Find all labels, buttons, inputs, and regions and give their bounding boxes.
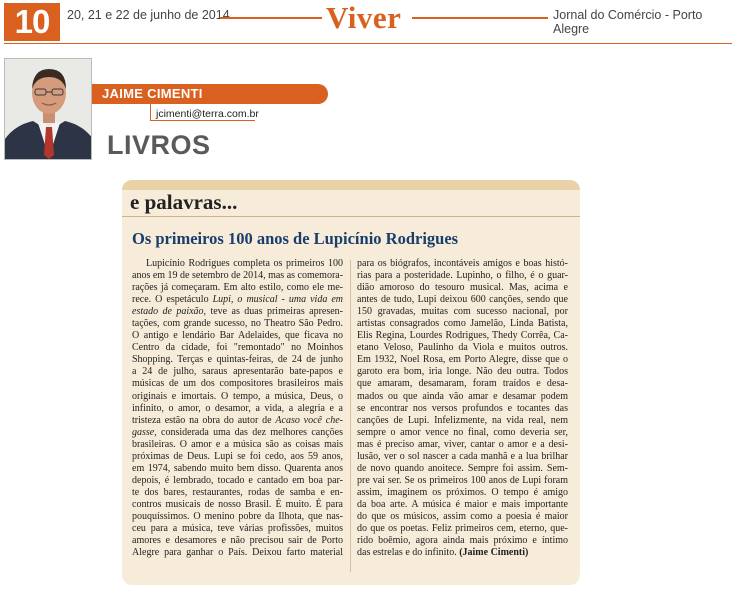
text-run: teve as duas primeiras apresen- [210,306,344,318]
article-box [122,180,580,585]
text-line: Em 1932, Noel Rosa, em Porto Alegre, disse que o [357,354,568,366]
column-title: LIVROS [107,130,211,160]
text-line: originais e imortais. O tempo, a música, Deus, o [132,390,343,402]
text-line: Centro da cidade, foi "remontado" no Moinhos [132,342,343,354]
newspaper-name: Jornal do Comércio - Porto Alegre [553,8,703,36]
text-line: infinito, o amor, o desamor, a vida, a alegria e a [132,402,343,414]
page-number: 10 [4,3,60,41]
text-line: depois, é lembrado, tocado e cantado em boa par- [132,474,343,486]
text-line: da boa arte. A música é maior e mais importante [357,498,568,510]
article-column-2 [357,258,568,559]
text-line: que amaram, desamaram, foram traídos e desa- [357,378,568,390]
header-divider [4,43,732,44]
text-run: das estrelas e do infinito. [357,547,457,559]
section-title: Viver [326,0,402,35]
text-run: considerada uma das dez melhores canções [161,426,343,438]
article-column-1 [132,258,343,559]
columnist-photo [4,58,92,160]
text-line: amores e desamores e não precisou sair de Porto [132,535,343,547]
text-line [132,427,343,439]
text-line: pre vai ser. Se os primeiros 100 anos de Lupi foram [357,474,568,486]
text-line: assim, imaginem os próximos. O tempo é amigo [357,486,568,498]
text-line: lusão, ver o sol nascer a cada manhã e a lua brilhar [357,450,568,462]
article-kicker: e palavras... [130,190,238,214]
text-line: Elis Regina, Lourdes Rodrigues, Thedy Corrêa, Ca- [357,330,568,342]
header-rule-right [412,17,548,19]
kicker-divider [122,216,580,217]
text-line: canções de Lupi. Infelizmente, na vida real, nem [357,414,568,426]
text-line: Lupicínio Rodrigues completa os primeiros 100 [146,258,343,269]
text-line: dião amoroso do tesouro musical. Mas, acima e [357,282,568,294]
email-rule-horizontal [150,120,255,121]
text-line: contros musicais de nosso Brasil. É muito. É para [132,498,343,510]
text-line: tações, com grande sucesso, no Theatro São Pedro. [132,318,343,330]
text-line: garoto era bom, iria longe. Não deu outra. Todos [357,366,568,378]
text-line: do que os poetas. Feliz primeiros cem, eterno, que- [357,523,568,535]
text-line: de novo quando anoitece. Sempre foi assim. Sem- [357,462,568,474]
author-name: JAIME CIMENTI [102,86,203,101]
text-line: O antigo e lendário Bar Adelaides, que ficava no [132,330,343,342]
text-line: a 24 de julho, saraus apresentarão bate-papos e [132,366,343,378]
text-line: pouquíssimos. O menino pobre da Ilhota, que nas- [132,510,343,522]
text-line: sempre o amor vence no final, como deveria ser, [357,426,568,438]
text-line: para os biógrafos, incontáveis amigos e boas histó- [357,258,568,269]
text-line [132,415,343,427]
header-rule-left [220,17,322,19]
text-line: se encontrar nos versos profundos e tocantes das [357,402,568,414]
issue-date: 20, 21 e 22 de junho de 2014 [67,8,230,22]
text-line: mas é preciso amar, viver, cantar o amor e a desi- [357,438,568,450]
text-line: mados ou que ainda vão amar e desamar podem [357,390,568,402]
text-line: próximas de Deus. Lupi se foi cedo, aos 59 anos, [132,450,343,462]
book-title: Acaso você che- [275,414,343,426]
show-title-cont: estado de paixão, [132,306,207,318]
text-line: Alegre para ganhar o País. Deixou farto material [132,547,343,559]
text-line: rações já começaram. Em alto estilo, como ele me- [132,282,343,294]
text-line: etano Veloso, Paulinho da Viola e muitos outros. [357,342,568,354]
book-title-cont: gasse, [132,426,157,438]
text-line [132,294,343,306]
text-line: 150 gravadas, muitas com sucesso nacional, por [357,306,568,318]
column-divider [350,260,351,572]
text-line [357,547,568,559]
article-signature: (Jaime Cimenti) [459,547,529,559]
text-line: músicas de um dos compositores brasileiros mais [132,378,343,390]
portrait-image [5,59,92,160]
author-email[interactable]: jcimenti@terra.com.br [156,108,259,120]
text-line: em 1974, sabendo muito bem disso. Quarenta anos [132,462,343,474]
text-line: do que os músicos, assim como a poesia é maior [357,510,568,522]
text-line: ceu para a música, teve várias profissões, muitos [132,523,343,535]
text-line: artistas consagrados como Jamelão, Linda Batista, [357,318,568,330]
text-line: Shopping. Terças e quintas-feiras, de 24 de junho [132,354,343,366]
show-title: Lupi, o musical - uma vida em [212,294,343,306]
text-line: brasileiras. O amor e a música são as coisas mais [132,438,343,450]
text-line: te dos bares, restaurantes, rodas de samba e en- [132,486,343,498]
text-line: anos em 19 de setembro de 2014, mas as comemora- [132,270,344,282]
text-line: antes de tudo, Lupi deixou 600 canções, sendo que [357,294,568,306]
email-rule-vertical [150,104,151,120]
article-headline: Os primeiros 100 anos de Lupicínio Rodrigues [132,229,459,248]
text-run: tristeza estão na obra do autor de [132,414,272,426]
text-run: rece. O espetáculo [132,294,209,306]
text-line: rias para a posteridade. Lupinho, o filho, é o guar- [357,270,568,282]
text-line [132,306,343,318]
article-top-band [122,180,580,190]
text-line: rido boêmio, agora ainda mais próximo e íntimo [357,535,568,547]
